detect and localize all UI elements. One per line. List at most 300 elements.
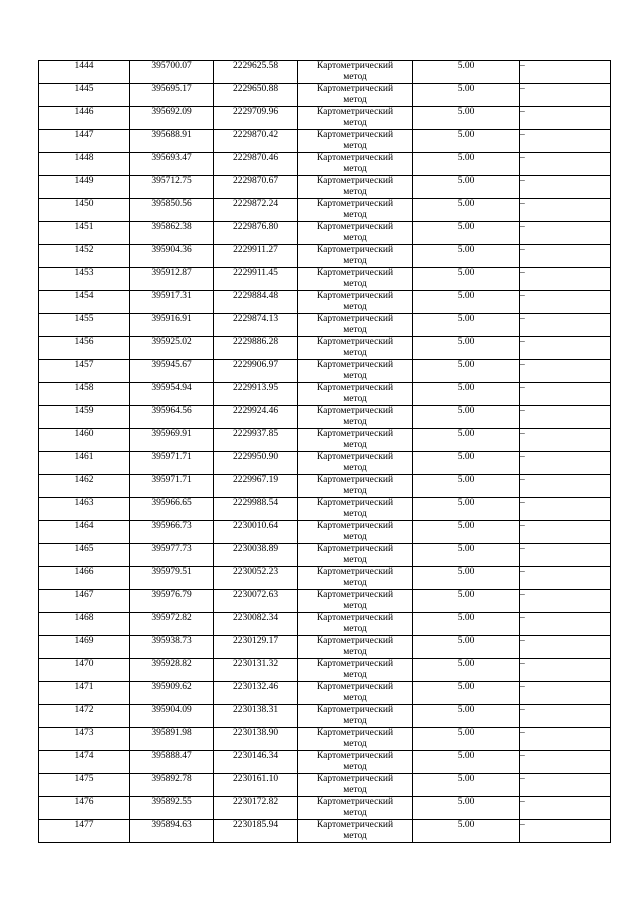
point-number-cell: 1469 [39, 636, 130, 659]
x-coordinate-cell: 395928.82 [130, 659, 214, 682]
description-cell: – [520, 705, 611, 728]
point-number-cell: 1447 [39, 130, 130, 153]
method-cell [298, 728, 413, 751]
x-coordinate-cell: 395925.02 [130, 337, 214, 360]
table-row [39, 452, 611, 475]
description-cell: – [520, 337, 611, 360]
method-line-2: метод [343, 256, 367, 266]
method-line-1: Картометрический [316, 84, 394, 94]
x-coordinate-cell: 395966.73 [130, 521, 214, 544]
table-row [39, 199, 611, 222]
x-coordinate-cell: 395954.94 [130, 383, 214, 406]
x-coordinate-cell: 395945.67 [130, 360, 214, 383]
description-cell: – [520, 659, 611, 682]
accuracy-cell: 5.00 [413, 84, 520, 107]
x-coordinate-cell: 395692.09 [130, 107, 214, 130]
method-cell [298, 61, 413, 84]
point-number-cell: 1455 [39, 314, 130, 337]
method-line-2: метод [343, 210, 367, 220]
method-cell [298, 360, 413, 383]
y-coordinate-cell: 2230010.64 [214, 521, 298, 544]
accuracy-cell: 5.00 [413, 590, 520, 613]
method-cell [298, 751, 413, 774]
method-line-1: Картометрический [316, 590, 394, 600]
method-line-2: метод [343, 555, 367, 565]
x-coordinate-cell: 395904.36 [130, 245, 214, 268]
y-coordinate-cell: 2230038.89 [214, 544, 298, 567]
accuracy-cell: 5.00 [413, 774, 520, 797]
y-coordinate-cell: 2229911.27 [214, 245, 298, 268]
method-line-2: метод [343, 831, 367, 841]
x-coordinate-cell: 395850.56 [130, 199, 214, 222]
table-row [39, 636, 611, 659]
method-line-2: метод [343, 647, 367, 657]
table-row [39, 590, 611, 613]
description-cell: – [520, 728, 611, 751]
method-line-1: Картометрический [316, 774, 394, 784]
description-cell: – [520, 544, 611, 567]
description-cell: – [520, 268, 611, 291]
x-coordinate-cell: 395862.38 [130, 222, 214, 245]
point-number-cell: 1472 [39, 705, 130, 728]
method-line-1: Картометрический [316, 567, 394, 577]
x-coordinate-cell: 395938.73 [130, 636, 214, 659]
method-line-2: метод [343, 808, 367, 818]
method-line-1: Картометрический [316, 222, 394, 232]
method-cell [298, 176, 413, 199]
y-coordinate-cell: 2229870.42 [214, 130, 298, 153]
description-cell: – [520, 498, 611, 521]
x-coordinate-cell: 395892.55 [130, 797, 214, 820]
point-number-cell: 1463 [39, 498, 130, 521]
description-cell: – [520, 590, 611, 613]
method-cell [298, 544, 413, 567]
table-row [39, 797, 611, 820]
accuracy-cell: 5.00 [413, 130, 520, 153]
point-number-cell: 1470 [39, 659, 130, 682]
method-line-2: метод [343, 325, 367, 335]
y-coordinate-cell: 2229924.46 [214, 406, 298, 429]
method-line-2: метод [343, 279, 367, 289]
y-coordinate-cell: 2229874.13 [214, 314, 298, 337]
method-line-2: метод [343, 417, 367, 427]
table-row [39, 153, 611, 176]
accuracy-cell: 5.00 [413, 291, 520, 314]
description-cell: – [520, 452, 611, 475]
y-coordinate-cell: 2229870.67 [214, 176, 298, 199]
x-coordinate-cell: 395909.62 [130, 682, 214, 705]
table-row [39, 820, 611, 843]
point-number-cell: 1477 [39, 820, 130, 843]
y-coordinate-cell: 2230138.90 [214, 728, 298, 751]
point-number-cell: 1456 [39, 337, 130, 360]
table-row [39, 682, 611, 705]
y-coordinate-cell: 2229876.80 [214, 222, 298, 245]
accuracy-cell: 5.00 [413, 567, 520, 590]
method-cell [298, 797, 413, 820]
description-cell: – [520, 797, 611, 820]
method-line-1: Картометрический [316, 820, 394, 830]
table-row [39, 245, 611, 268]
method-line-2: метод [343, 302, 367, 312]
description-cell: – [520, 774, 611, 797]
description-cell: – [520, 475, 611, 498]
x-coordinate-cell: 395917.31 [130, 291, 214, 314]
method-cell [298, 245, 413, 268]
description-cell: – [520, 406, 611, 429]
description-cell: – [520, 291, 611, 314]
accuracy-cell: 5.00 [413, 475, 520, 498]
method-line-1: Картометрический [316, 682, 394, 692]
description-cell: – [520, 130, 611, 153]
description-cell: – [520, 176, 611, 199]
method-line-2: метод [343, 348, 367, 358]
method-cell [298, 406, 413, 429]
method-line-1: Картометрический [316, 544, 394, 554]
x-coordinate-cell: 395912.87 [130, 268, 214, 291]
accuracy-cell: 5.00 [413, 383, 520, 406]
method-line-1: Картометрический [316, 130, 394, 140]
accuracy-cell: 5.00 [413, 245, 520, 268]
point-number-cell: 1464 [39, 521, 130, 544]
table-row [39, 268, 611, 291]
table-row [39, 751, 611, 774]
point-number-cell: 1448 [39, 153, 130, 176]
point-number-cell: 1454 [39, 291, 130, 314]
method-cell [298, 705, 413, 728]
method-line-2: метод [343, 693, 367, 703]
y-coordinate-cell: 2230082.34 [214, 613, 298, 636]
description-cell: – [520, 383, 611, 406]
x-coordinate-cell: 395966.65 [130, 498, 214, 521]
x-coordinate-cell: 395888.47 [130, 751, 214, 774]
accuracy-cell: 5.00 [413, 360, 520, 383]
table-row [39, 613, 611, 636]
x-coordinate-cell: 395979.51 [130, 567, 214, 590]
y-coordinate-cell: 2229872.24 [214, 199, 298, 222]
y-coordinate-cell: 2230185.94 [214, 820, 298, 843]
y-coordinate-cell: 2230146.34 [214, 751, 298, 774]
x-coordinate-cell: 395916.91 [130, 314, 214, 337]
table-row [39, 406, 611, 429]
method-line-1: Картометрический [316, 199, 394, 209]
description-cell: – [520, 682, 611, 705]
description-cell: – [520, 61, 611, 84]
table-row [39, 774, 611, 797]
y-coordinate-cell: 2229950.90 [214, 452, 298, 475]
method-line-1: Картометрический [316, 245, 394, 255]
y-coordinate-cell: 2229988.54 [214, 498, 298, 521]
y-coordinate-cell: 2229625.58 [214, 61, 298, 84]
table-row [39, 360, 611, 383]
method-line-2: метод [343, 509, 367, 519]
x-coordinate-cell: 395977.73 [130, 544, 214, 567]
point-number-cell: 1451 [39, 222, 130, 245]
method-line-2: метод [343, 164, 367, 174]
method-cell [298, 429, 413, 452]
method-line-1: Картометрический [316, 406, 394, 416]
description-cell: – [520, 636, 611, 659]
method-line-1: Картометрический [316, 291, 394, 301]
description-cell: – [520, 751, 611, 774]
method-cell [298, 452, 413, 475]
y-coordinate-cell: 2230132.46 [214, 682, 298, 705]
method-line-1: Картометрический [316, 153, 394, 163]
method-line-1: Картометрический [316, 797, 394, 807]
method-line-2: метод [343, 95, 367, 105]
method-line-2: метод [343, 394, 367, 404]
method-cell [298, 153, 413, 176]
method-cell [298, 337, 413, 360]
method-line-2: метод [343, 72, 367, 82]
method-line-1: Картометрический [316, 659, 394, 669]
method-line-1: Картометрический [316, 383, 394, 393]
accuracy-cell: 5.00 [413, 222, 520, 245]
y-coordinate-cell: 2229913.95 [214, 383, 298, 406]
accuracy-cell: 5.00 [413, 406, 520, 429]
method-cell [298, 636, 413, 659]
method-cell [298, 682, 413, 705]
x-coordinate-cell: 395904.09 [130, 705, 214, 728]
method-line-1: Картометрический [316, 636, 394, 646]
accuracy-cell: 5.00 [413, 314, 520, 337]
method-cell [298, 291, 413, 314]
method-line-1: Картометрический [316, 705, 394, 715]
description-cell: – [520, 222, 611, 245]
y-coordinate-cell: 2229886.28 [214, 337, 298, 360]
point-number-cell: 1452 [39, 245, 130, 268]
method-line-2: метод [343, 187, 367, 197]
description-cell: – [520, 245, 611, 268]
accuracy-cell: 5.00 [413, 820, 520, 843]
method-line-2: метод [343, 601, 367, 611]
y-coordinate-cell: 2229870.46 [214, 153, 298, 176]
table-row [39, 314, 611, 337]
point-number-cell: 1446 [39, 107, 130, 130]
point-number-cell: 1475 [39, 774, 130, 797]
table-row [39, 567, 611, 590]
point-number-cell: 1445 [39, 84, 130, 107]
accuracy-cell: 5.00 [413, 107, 520, 130]
y-coordinate-cell: 2229709.96 [214, 107, 298, 130]
accuracy-cell: 5.00 [413, 268, 520, 291]
accuracy-cell: 5.00 [413, 176, 520, 199]
point-number-cell: 1459 [39, 406, 130, 429]
accuracy-cell: 5.00 [413, 797, 520, 820]
point-number-cell: 1471 [39, 682, 130, 705]
y-coordinate-cell: 2229906.97 [214, 360, 298, 383]
description-cell: – [520, 567, 611, 590]
table-row [39, 222, 611, 245]
method-cell [298, 475, 413, 498]
accuracy-cell: 5.00 [413, 728, 520, 751]
method-line-1: Картометрический [316, 61, 394, 71]
x-coordinate-cell: 395700.07 [130, 61, 214, 84]
point-number-cell: 1450 [39, 199, 130, 222]
method-line-1: Картометрический [316, 498, 394, 508]
table-row [39, 429, 611, 452]
table-row [39, 521, 611, 544]
table-row [39, 728, 611, 751]
method-cell [298, 107, 413, 130]
point-number-cell: 1444 [39, 61, 130, 84]
x-coordinate-cell: 395891.98 [130, 728, 214, 751]
y-coordinate-cell: 2229937.85 [214, 429, 298, 452]
method-line-2: метод [343, 118, 367, 128]
x-coordinate-cell: 395976.79 [130, 590, 214, 613]
table-row [39, 176, 611, 199]
method-line-1: Картометрический [316, 360, 394, 370]
x-coordinate-cell: 395688.91 [130, 130, 214, 153]
point-number-cell: 1449 [39, 176, 130, 199]
accuracy-cell: 5.00 [413, 613, 520, 636]
point-number-cell: 1460 [39, 429, 130, 452]
method-line-2: метод [343, 762, 367, 772]
method-line-2: метод [343, 440, 367, 450]
x-coordinate-cell: 395712.75 [130, 176, 214, 199]
method-line-1: Картометрический [316, 521, 394, 531]
method-line-2: метод [343, 624, 367, 634]
x-coordinate-cell: 395969.91 [130, 429, 214, 452]
method-cell [298, 521, 413, 544]
y-coordinate-cell: 2230131.32 [214, 659, 298, 682]
method-cell [298, 268, 413, 291]
method-line-1: Картометрический [316, 107, 394, 117]
y-coordinate-cell: 2230138.31 [214, 705, 298, 728]
method-line-1: Картометрический [316, 613, 394, 623]
method-line-2: метод [343, 233, 367, 243]
method-line-2: метод [343, 486, 367, 496]
x-coordinate-cell: 395972.82 [130, 613, 214, 636]
point-number-cell: 1465 [39, 544, 130, 567]
description-cell: – [520, 199, 611, 222]
x-coordinate-cell: 395892.78 [130, 774, 214, 797]
method-line-1: Картометрический [316, 176, 394, 186]
method-line-2: метод [343, 532, 367, 542]
method-cell [298, 130, 413, 153]
table-row [39, 659, 611, 682]
x-coordinate-cell: 395894.63 [130, 820, 214, 843]
method-line-2: метод [343, 739, 367, 749]
method-line-1: Картометрический [316, 475, 394, 485]
description-cell: – [520, 820, 611, 843]
accuracy-cell: 5.00 [413, 751, 520, 774]
method-cell [298, 590, 413, 613]
coordinates-table-body [39, 61, 611, 843]
y-coordinate-cell: 2230161.10 [214, 774, 298, 797]
point-number-cell: 1473 [39, 728, 130, 751]
method-cell [298, 774, 413, 797]
accuracy-cell: 5.00 [413, 61, 520, 84]
x-coordinate-cell: 395964.56 [130, 406, 214, 429]
x-coordinate-cell: 395695.17 [130, 84, 214, 107]
point-number-cell: 1453 [39, 268, 130, 291]
table-row [39, 84, 611, 107]
accuracy-cell: 5.00 [413, 498, 520, 521]
method-line-1: Картометрический [316, 452, 394, 462]
table-row [39, 383, 611, 406]
table-row [39, 291, 611, 314]
point-number-cell: 1461 [39, 452, 130, 475]
table-row [39, 544, 611, 567]
y-coordinate-cell: 2230129.17 [214, 636, 298, 659]
accuracy-cell: 5.00 [413, 337, 520, 360]
method-cell [298, 820, 413, 843]
y-coordinate-cell: 2229884.48 [214, 291, 298, 314]
table-row [39, 475, 611, 498]
method-cell [298, 84, 413, 107]
point-number-cell: 1476 [39, 797, 130, 820]
y-coordinate-cell: 2229650.88 [214, 84, 298, 107]
y-coordinate-cell: 2229967.19 [214, 475, 298, 498]
y-coordinate-cell: 2229911.45 [214, 268, 298, 291]
y-coordinate-cell: 2230172.82 [214, 797, 298, 820]
method-line-2: метод [343, 463, 367, 473]
table-row [39, 130, 611, 153]
table-row [39, 498, 611, 521]
method-cell [298, 659, 413, 682]
method-line-2: метод [343, 785, 367, 795]
method-line-2: метод [343, 371, 367, 381]
method-cell [298, 613, 413, 636]
coordinates-table [38, 60, 611, 843]
method-cell [298, 222, 413, 245]
point-number-cell: 1467 [39, 590, 130, 613]
description-cell: – [520, 360, 611, 383]
method-line-2: метод [343, 141, 367, 151]
description-cell: – [520, 521, 611, 544]
table-row [39, 61, 611, 84]
method-line-1: Картометрический [316, 429, 394, 439]
method-line-1: Картометрический [316, 337, 394, 347]
description-cell: – [520, 84, 611, 107]
point-number-cell: 1462 [39, 475, 130, 498]
description-cell: – [520, 314, 611, 337]
description-cell: – [520, 613, 611, 636]
accuracy-cell: 5.00 [413, 636, 520, 659]
point-number-cell: 1468 [39, 613, 130, 636]
table-row [39, 337, 611, 360]
method-cell [298, 498, 413, 521]
description-cell: – [520, 429, 611, 452]
accuracy-cell: 5.00 [413, 682, 520, 705]
point-number-cell: 1466 [39, 567, 130, 590]
method-line-1: Картометрический [316, 728, 394, 738]
accuracy-cell: 5.00 [413, 429, 520, 452]
x-coordinate-cell: 395971.71 [130, 475, 214, 498]
method-cell [298, 314, 413, 337]
method-line-1: Картометрический [316, 751, 394, 761]
point-number-cell: 1458 [39, 383, 130, 406]
method-line-2: метод [343, 716, 367, 726]
method-cell [298, 567, 413, 590]
y-coordinate-cell: 2230052.23 [214, 567, 298, 590]
accuracy-cell: 5.00 [413, 153, 520, 176]
accuracy-cell: 5.00 [413, 199, 520, 222]
description-cell: – [520, 107, 611, 130]
method-cell [298, 199, 413, 222]
point-number-cell: 1474 [39, 751, 130, 774]
table-row [39, 705, 611, 728]
y-coordinate-cell: 2230072.63 [214, 590, 298, 613]
table-row [39, 107, 611, 130]
method-line-2: метод [343, 670, 367, 680]
method-cell [298, 383, 413, 406]
method-line-1: Картометрический [316, 314, 394, 324]
x-coordinate-cell: 395693.47 [130, 153, 214, 176]
accuracy-cell: 5.00 [413, 452, 520, 475]
description-cell: – [520, 153, 611, 176]
